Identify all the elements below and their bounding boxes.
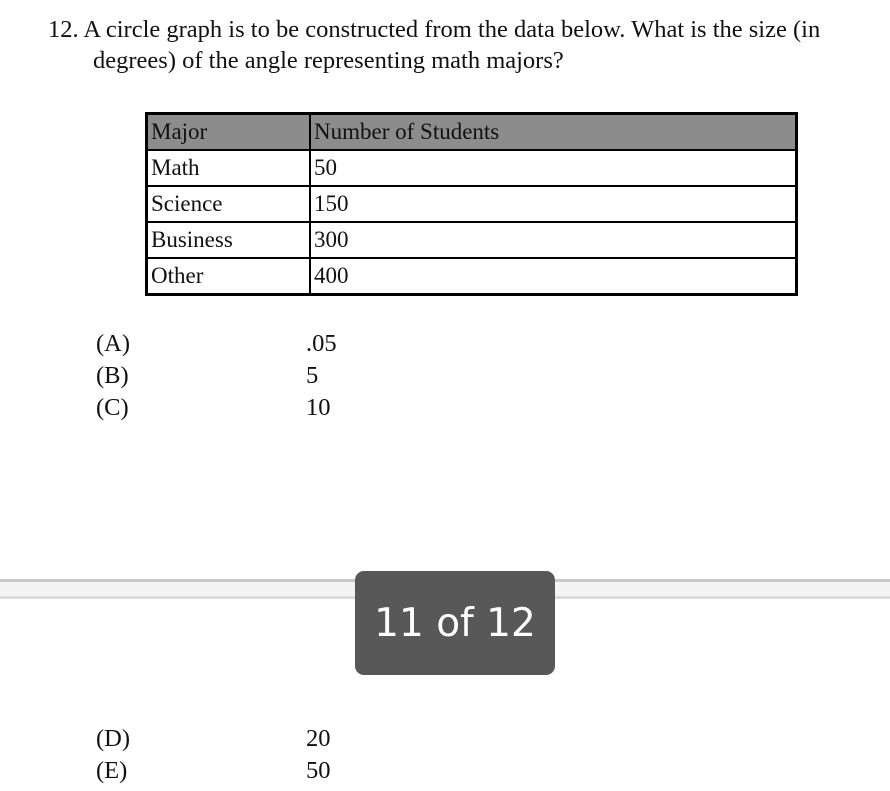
question-line-1: 12. A circle graph is to be constructed from the data below. What is the size (in: [48, 16, 821, 43]
major-cell: Business: [147, 222, 311, 258]
table-row: [147, 150, 797, 186]
choice-d-value: 20: [306, 725, 331, 752]
students-cell: 400: [310, 258, 797, 295]
students-cell: 300: [310, 222, 797, 258]
question-line-2: degrees) of the angle representing math majors?: [93, 47, 564, 74]
column-header-major: Major: [147, 114, 311, 151]
major-cell: Science: [147, 186, 311, 222]
choice-a-value: .05: [306, 330, 337, 357]
table-row: [147, 222, 797, 258]
major-cell: Other: [147, 258, 311, 295]
choice-e-value: 50: [306, 757, 331, 784]
major-cell: Math: [147, 150, 311, 186]
choice-e-letter: (E): [96, 757, 128, 784]
column-header-students: Number of Students: [310, 114, 797, 151]
choice-d-letter: (D): [96, 725, 131, 752]
table-row: [147, 258, 797, 295]
table-header-row: [147, 114, 797, 151]
table-row: [147, 186, 797, 222]
page-indicator: 11 of 12: [355, 571, 555, 675]
data-table: [145, 112, 798, 296]
choice-a-letter: (A): [96, 330, 131, 357]
choice-b-letter: (B): [96, 362, 129, 389]
question-text: [48, 14, 878, 76]
choice-c-letter: (C): [96, 394, 129, 421]
choice-b-value: 5: [306, 362, 319, 389]
students-cell: 150: [310, 186, 797, 222]
students-cell: 50: [310, 150, 797, 186]
choice-c-value: 10: [306, 394, 331, 421]
